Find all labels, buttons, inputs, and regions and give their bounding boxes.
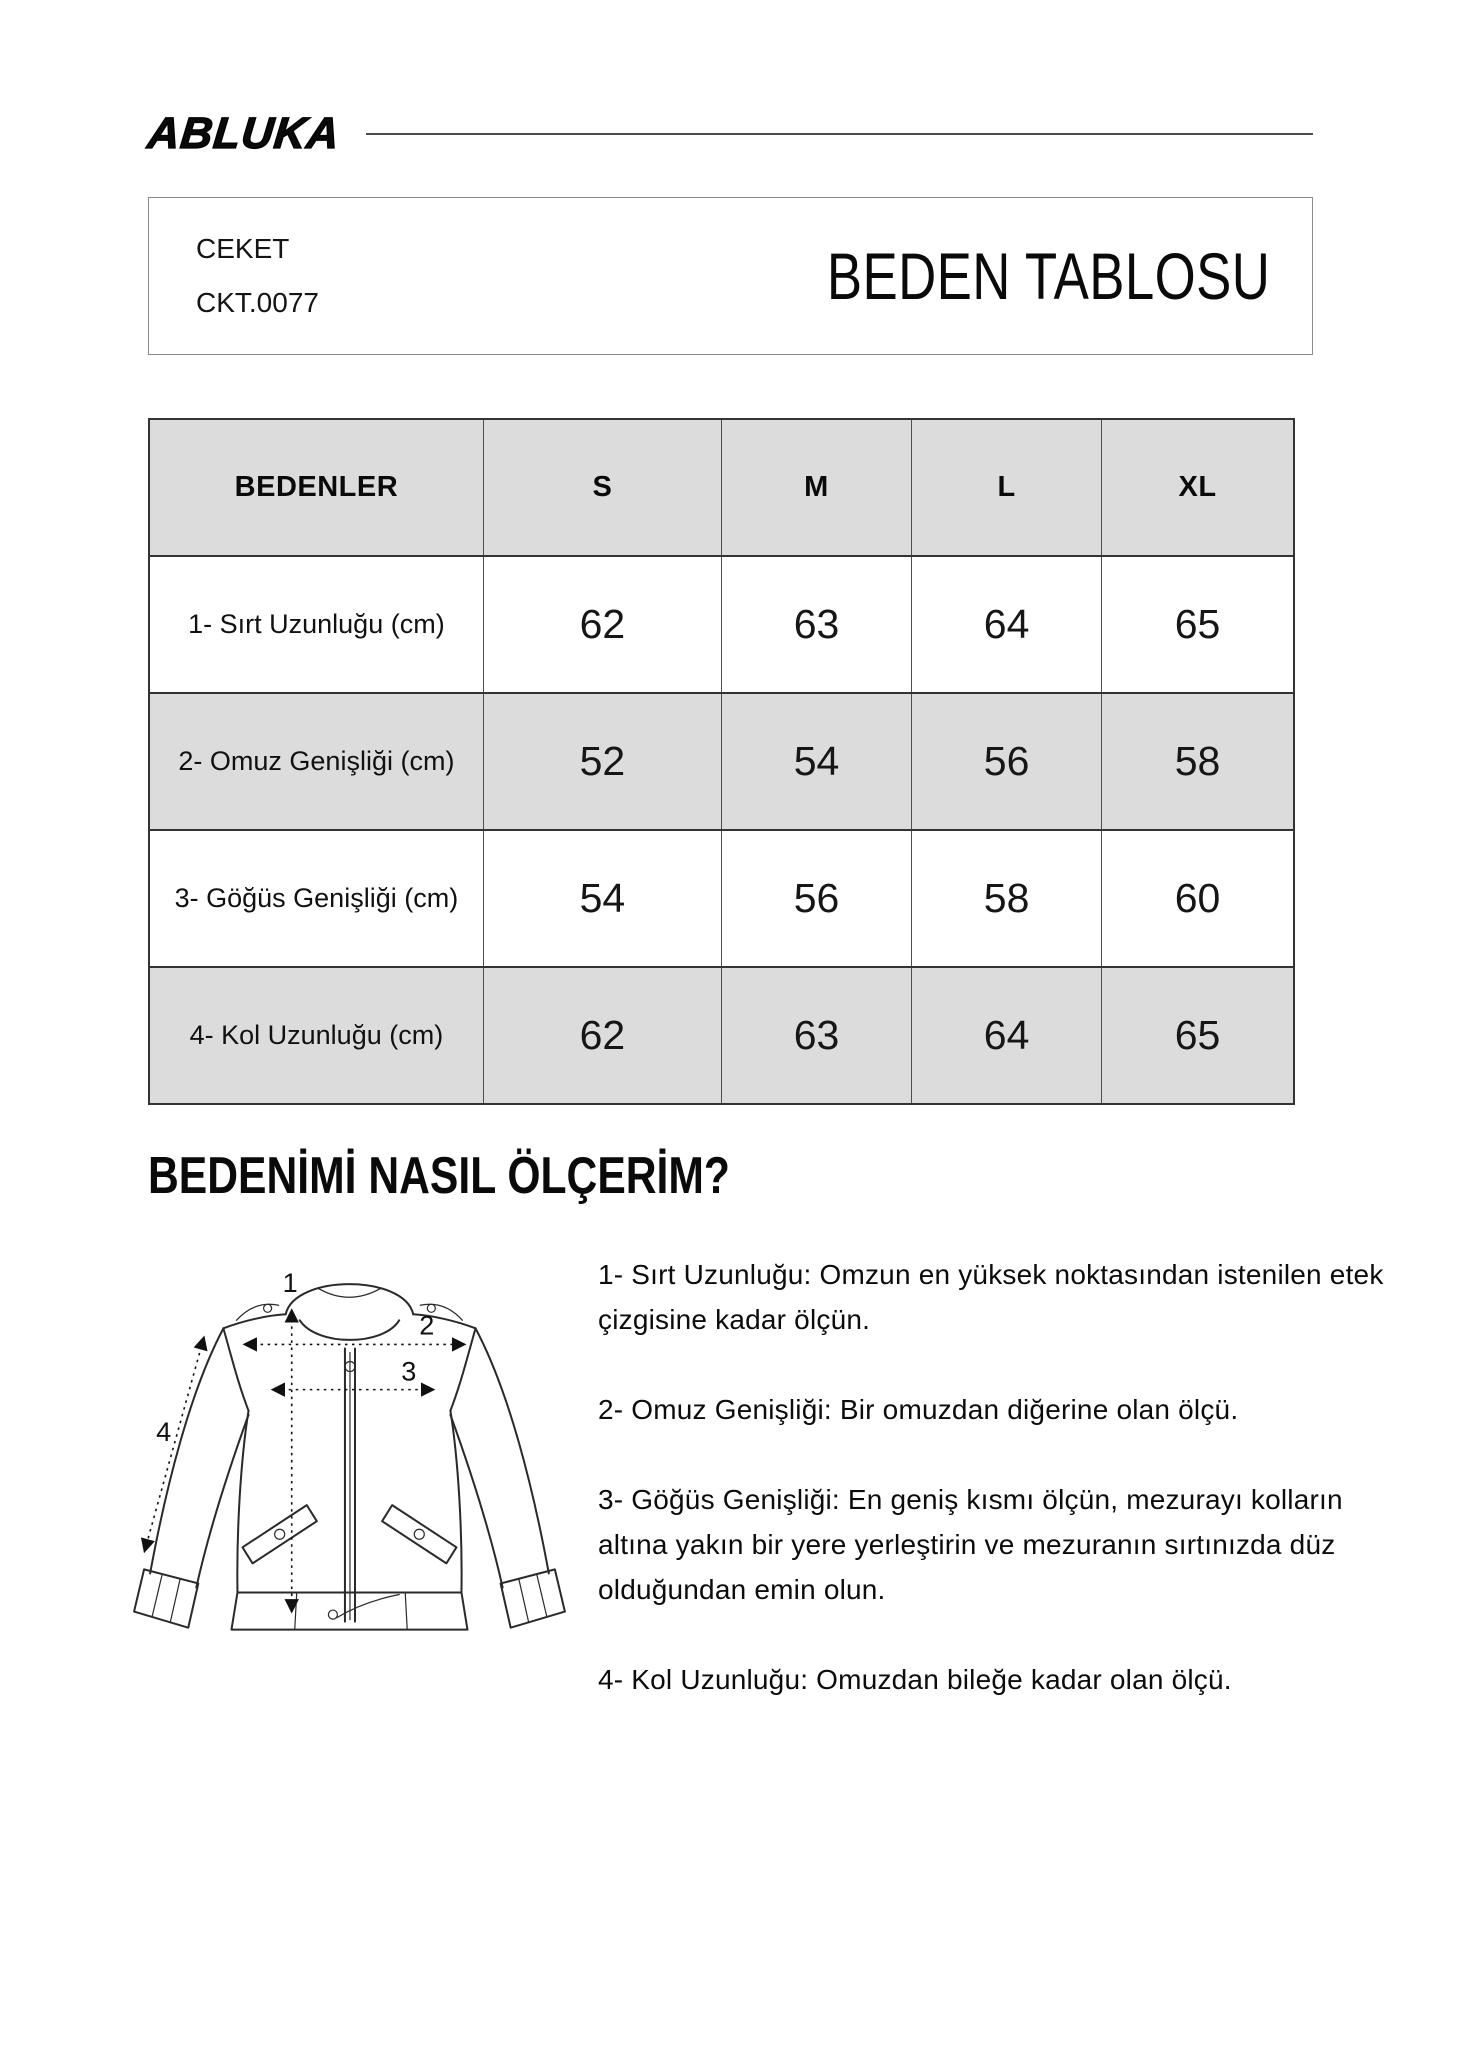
- cell-value: 52: [483, 693, 721, 830]
- cell-value: 56: [912, 693, 1102, 830]
- product-header-box: [148, 197, 1313, 355]
- jacket-left-armhole: [223, 1328, 248, 1410]
- cell-value: 65: [1102, 556, 1294, 693]
- cell-value: 62: [483, 967, 721, 1104]
- table-row-chest-width: [149, 830, 1294, 967]
- page-title: BEDEN TABLOSU: [826, 239, 1270, 313]
- row-label: 3- Göğüs Genişliği (cm): [149, 830, 483, 967]
- jacket-left-side-seam: [237, 1411, 248, 1593]
- cell-value: 62: [483, 556, 721, 693]
- column-header-l: L: [912, 419, 1102, 556]
- row-label: 1- Sırt Uzunluğu (cm): [149, 556, 483, 693]
- cell-value: 54: [721, 693, 911, 830]
- jacket-right-armhole: [450, 1328, 475, 1410]
- jacket-hem-snap: [328, 1610, 337, 1619]
- sleeve-length-arrow: [145, 1339, 203, 1549]
- column-header-xl: XL: [1102, 419, 1294, 556]
- jacket-waistband-seams: [295, 1593, 407, 1630]
- measure-label-3: 3: [401, 1355, 417, 1387]
- jacket-right-cuff-ribs: [519, 1574, 547, 1622]
- table-row-back-length: [149, 556, 1294, 693]
- jacket-left-sleeve-inner: [196, 1415, 248, 1588]
- page-title-wrap: [716, 238, 1270, 314]
- jacket-left-sleeve-outer: [150, 1328, 223, 1573]
- column-header-s: S: [483, 419, 721, 556]
- cell-value: 63: [721, 967, 911, 1104]
- cell-value: 60: [1102, 830, 1294, 967]
- jacket-back-neck-seam: [318, 1288, 381, 1297]
- how-to-heading: BEDENİMİ NASIL ÖLÇERİM?: [148, 1147, 730, 1205]
- jacket-left-pocket-flap: [243, 1505, 317, 1563]
- cell-value: 64: [912, 967, 1102, 1104]
- jacket-right-sleeve-inner: [450, 1415, 502, 1588]
- jacket-left-cuff-ribs: [152, 1574, 180, 1622]
- cell-value: 56: [721, 830, 911, 967]
- jacket-right-pocket-flap: [382, 1505, 456, 1563]
- cell-value: 58: [912, 830, 1102, 967]
- cell-value: 64: [912, 556, 1102, 693]
- instruction-sleeve-length: 4- Kol Uzunluğu: Omuzdan bileğe kadar olan ölçü.: [598, 1664, 1232, 1695]
- column-header-m: M: [721, 419, 911, 556]
- measure-label-2: 2: [419, 1309, 435, 1341]
- instruction-chest-width: 3- Göğüs Genişliği: En geniş kısmı ölçün, mezurayı kolların altına yakın bir yere yerleştirin ve mezuranın sırtınızda düz olduğundan emin olun.: [598, 1484, 1343, 1605]
- jacket-technical-drawing-icon: [126, 1260, 588, 1692]
- product-meta: [196, 222, 319, 330]
- measure-label-1: 1: [282, 1267, 298, 1299]
- table-header-row: [149, 419, 1294, 556]
- jacket-left-pocket-button: [275, 1529, 285, 1539]
- instruction-shoulder-width: 2- Omuz Genişliği: Bir omuzdan diğerine olan ölçü.: [598, 1394, 1239, 1425]
- table-row-shoulder-width: [149, 693, 1294, 830]
- jacket-diagram: [126, 1260, 588, 1692]
- measurement-instructions: [598, 1252, 1398, 1702]
- jacket-right-pocket-button: [414, 1529, 424, 1539]
- jacket-hem-flap: [337, 1595, 399, 1618]
- jacket-neckline: [300, 1320, 399, 1340]
- jacket-left-cuff: [134, 1569, 198, 1627]
- product-code: CKT.0077: [196, 287, 319, 318]
- cell-value: 58: [1102, 693, 1294, 830]
- jacket-right-cuff: [501, 1569, 565, 1627]
- column-header-bedenler: BEDENLER: [149, 419, 483, 556]
- jacket-left-snap: [264, 1304, 272, 1312]
- cell-value: 63: [721, 556, 911, 693]
- row-label: 2- Omuz Genişliği (cm): [149, 693, 483, 830]
- table-row-sleeve-length: [149, 967, 1294, 1104]
- measure-label-4: 4: [156, 1415, 172, 1447]
- instruction-back-length: 1- Sırt Uzunluğu: Omzun en yüksek noktasından istenilen etek çizgisine kadar ölçün.: [598, 1259, 1384, 1335]
- row-label: 4- Kol Uzunluğu (cm): [149, 967, 483, 1104]
- cell-value: 54: [483, 830, 721, 967]
- product-type: CEKET: [196, 233, 290, 264]
- header-rule: [366, 133, 1313, 135]
- cell-value: 65: [1102, 967, 1294, 1104]
- jacket-left-shoulder: [223, 1314, 285, 1328]
- jacket-collar-outline: [286, 1284, 414, 1314]
- size-table: [148, 418, 1295, 1105]
- brand-header: [145, 109, 1313, 158]
- jacket-right-side-seam: [450, 1411, 461, 1593]
- jacket-right-sleeve-outer: [476, 1328, 549, 1573]
- brand-logo: ABLUKA: [145, 109, 343, 158]
